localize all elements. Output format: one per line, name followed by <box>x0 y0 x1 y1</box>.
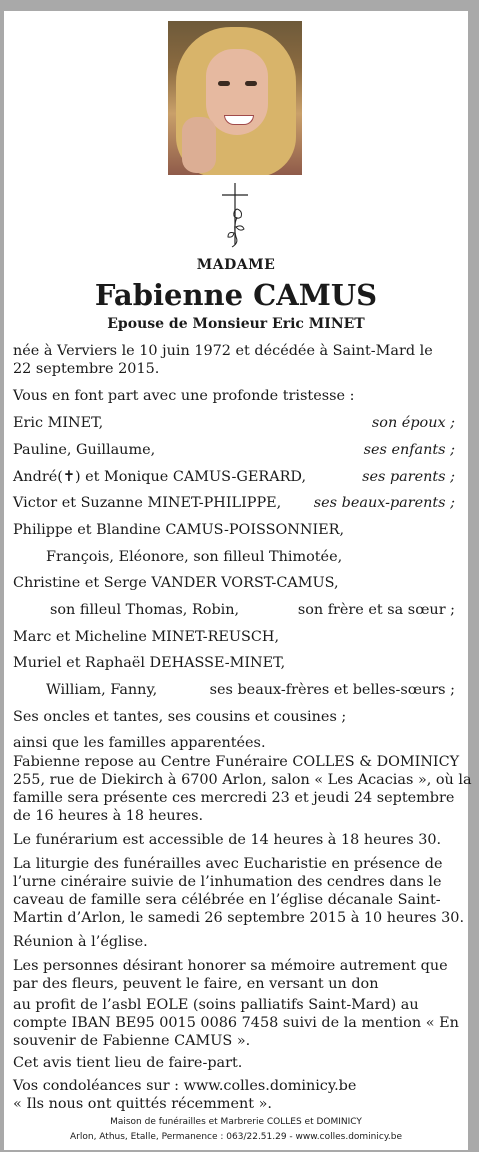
family-names: William, Fanny, <box>46 682 158 698</box>
family-names: Muriel et Raphaël DEHASSE-MINET, <box>13 655 286 671</box>
family-names: Eric MINET, <box>13 415 104 431</box>
body-line: Le funérarium est accessible de 14 heures à 18 heures 30. <box>13 832 442 848</box>
birth-line: née à Verviers le 10 juin 1972 et décédée à Saint-Mard le <box>13 343 433 359</box>
footer-contact: Arlon, Athus, Etalle, Permanence : 063/22.51.29 - www.colles.dominicy.be <box>70 1132 402 1142</box>
family-names: Marc et Micheline MINET-REUSCH, <box>13 629 280 645</box>
family-names: François, Eléonore, son filleul Thimotée, <box>46 549 343 565</box>
family-names: André(✝) et Monique CAMUS-GERARD, <box>13 469 307 485</box>
body-line: 255, rue de Diekirch à 6700 Arlon, salon « Les Acacias », où la <box>13 772 472 788</box>
family-names: Christine et Serge VANDER VORST-CAMUS, <box>13 575 339 591</box>
family-names: ainsi que les familles apparentées. <box>13 735 266 751</box>
body-line: Martin d’Arlon, le samedi 26 septembre 2015 à 10 heures 30. <box>13 910 465 926</box>
family-relation: son frère et sa sœur ; <box>297 602 455 618</box>
family-relation: ses parents ; <box>362 469 455 485</box>
body-line: compte IBAN BE95 0015 0086 7458 suivi de la mention « En <box>13 1015 459 1031</box>
body-line: souvenir de Fabienne CAMUS ». <box>13 1033 251 1049</box>
spouse-line: Epouse de Monsieur Eric MINET <box>107 316 365 332</box>
family-names: son filleul Thomas, Robin, <box>50 602 240 618</box>
deceased-name: Fabienne CAMUS <box>94 278 378 312</box>
family-names: Pauline, Guillaume, <box>13 442 156 458</box>
portrait-photo <box>168 21 302 175</box>
title-prefix: MADAME <box>196 257 276 273</box>
family-names: Philippe et Blandine CAMUS-POISSONNIER, <box>13 522 345 538</box>
cross-with-rose-icon <box>218 183 252 249</box>
body-line: l’urne cinéraire suivie de l’inhumation des cendres dans le <box>13 874 442 890</box>
body-line: de 16 heures à 18 heures. <box>13 808 204 824</box>
body-line: caveau de famille sera célébrée en l’église décanale Saint- <box>13 892 441 908</box>
birth-line: 22 septembre 2015. <box>13 361 160 377</box>
body-line: Fabienne repose au Centre Funéraire COLLES & DOMINICY <box>13 754 460 770</box>
footer-company: Maison de funérailles et Marbrerie COLLES et DOMINICY <box>110 1117 362 1127</box>
body-line: Vos condoléances sur : www.colles.dominicy.be <box>13 1078 357 1094</box>
body-line: par des fleurs, peuvent le faire, en versant un don <box>13 976 379 992</box>
family-relation: ses beaux-frères et belles-sœurs ; <box>209 682 455 698</box>
obituary-card <box>4 11 472 1150</box>
body-line: Cet avis tient lieu de faire-part. <box>13 1055 243 1071</box>
body-line: Réunion à l’église. <box>13 934 148 950</box>
body-line: Les personnes désirant honorer sa mémoire autrement que <box>13 958 448 974</box>
body-line: au profit de l’asbl EOLE (soins palliatifs Saint-Mard) au <box>13 997 419 1013</box>
body-line: La liturgie des funérailles avec Eucharistie en présence de <box>13 856 443 872</box>
announcement: Vous en font part avec une profonde tristesse : <box>13 388 355 404</box>
family-relation: ses enfants ; <box>363 442 455 458</box>
body-line: famille sera présente ces mercredi 23 et jeudi 24 septembre <box>13 790 455 806</box>
body-line: « Ils nous ont quittés récemment ». <box>13 1096 272 1112</box>
family-names: Victor et Suzanne MINET-PHILIPPE, <box>13 495 282 511</box>
family-names: Ses oncles et tantes, ses cousins et cousines ; <box>13 709 347 725</box>
family-relation: ses beaux-parents ; <box>313 495 455 511</box>
family-relation: son époux ; <box>371 415 455 431</box>
